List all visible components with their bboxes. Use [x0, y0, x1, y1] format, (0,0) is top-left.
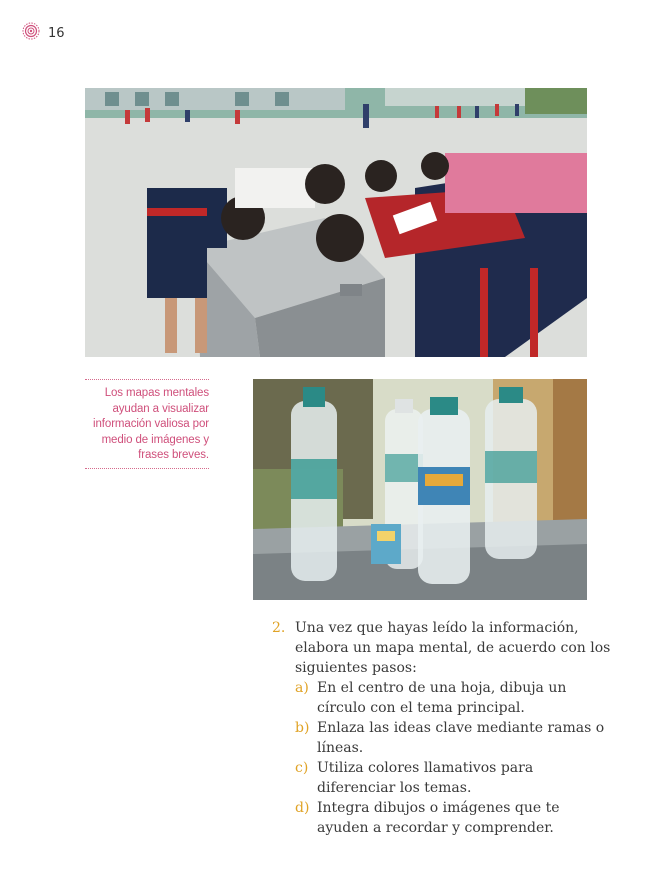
page-header [22, 22, 65, 44]
list-item [295, 678, 612, 718]
activity-item [272, 618, 612, 838]
sidebar-note: Los mapas mentales ayudan a visualizar información valiosa por medio de imágenes y frases breves. [85, 379, 209, 469]
plastic-bottles-photo [253, 379, 587, 600]
step-letter: d) [295, 800, 310, 816]
mandala-icon [22, 22, 40, 44]
step-letter: c) [295, 760, 309, 776]
step-text: Enlaza las ideas clave mediante ramas o líneas. [317, 720, 605, 756]
activity-intro: Una vez que hayas leído la información, elabora un mapa mental, de acuerdo con los siguientes pasos: [295, 620, 611, 676]
students-drinking-fountain-photo [85, 88, 587, 357]
activity-number: 2. [272, 620, 286, 636]
list-item [295, 798, 612, 838]
steps-list [272, 678, 612, 838]
page-number: 16 [48, 25, 65, 41]
step-text: Integra dibujos o imágenes que te ayuden a recordar y comprender. [317, 800, 560, 836]
step-letter: a) [295, 680, 309, 696]
step-letter: b) [295, 720, 310, 736]
activity-intro-row [272, 618, 612, 678]
list-item [295, 718, 612, 758]
list-item [295, 758, 612, 798]
step-text: Utiliza colores llamativos para diferenciar los temas. [317, 760, 534, 796]
step-text: En el centro de una hoja, dibuja un círculo con el tema principal. [317, 680, 567, 716]
